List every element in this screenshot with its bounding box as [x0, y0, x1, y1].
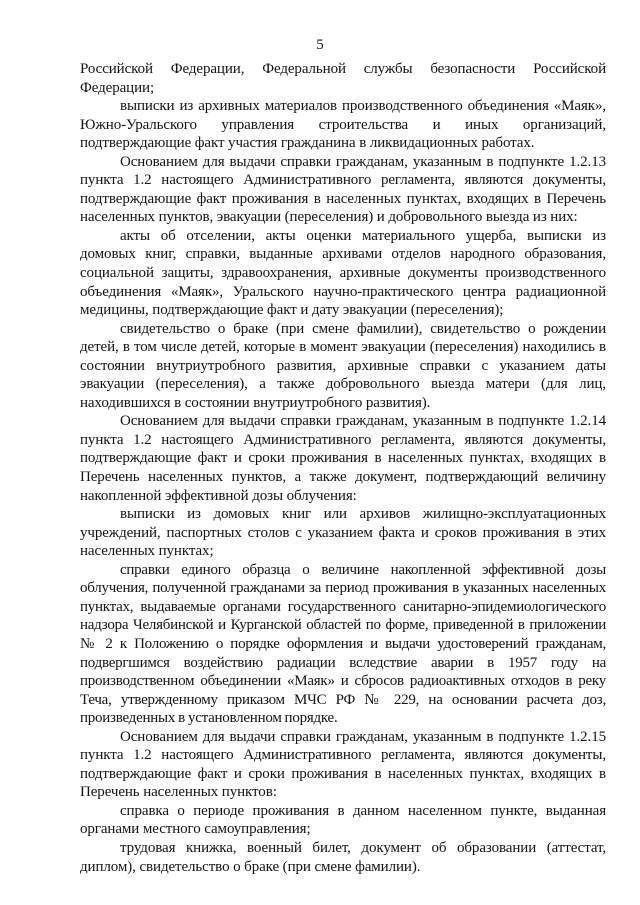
- paragraph-9: Основанием для выдачи справки гражданам, указанным в подпункте 1.2.15 пункта 1.2 настоящего Административного регламента, являются документы, подтверждающие факт и сроки проживания в населенных пунктах, входящих в Перечень населенных пунктов:: [80, 728, 606, 801]
- paragraph-2: выписки из архивных материалов производственного объединения «Маяк», Южно-Уральского управления строительства и иных организаций, подтверждающие факт участия гражданина в ликвидационных работах.: [80, 98, 606, 152]
- paragraph-11: трудовая книжка, военный билет, документ об образовании (аттестат, диплом), свидетельство о браке (при смене фамилии).: [80, 839, 606, 875]
- paragraph-1: Российской Федерации, Федеральной службы безопасности Российской Федерации;: [80, 61, 606, 96]
- page-number: 5: [316, 37, 324, 53]
- paragraph-8: справки единого образца о величине накопленной эффективной дозы облучения, полученной гражданами за период проживания в указанных населенных пунктах, выдаваемые органами государственного санитарно-эпидемиологического надзора Челябинской и Курганской областей по форме, приведенной в приложении № 2 к Положению о порядке оформления и выдачи удостоверений гражданам, подвергшимся воздействию радиации вследствие аварии в 1957 году на производственном объединении «Маяк» и сбросов радиоактивных отходов в реку Теча, утвержденному приказом МЧС РФ № 229, на основании расчета доз, произведенных в установленном порядке.: [80, 561, 606, 727]
- paragraph-4: акты об отселении, акты оценки материального ущерба, выписки из домовых книг, справки, выданные архивами отделов народного образования, социальной защиты, здравоохранения, архивные документы производственного объединения «Маяк», Уральского научно-практического центра радиационной медицины, подтверждающие факт и дату эвакуации (переселения);: [80, 227, 606, 319]
- document-body: [80, 60, 606, 876]
- paragraph-5: свидетельство о браке (при смене фамилии), свидетельство о рождении детей, в том числе детей, которые в момент эвакуации (переселения) находились в состоянии внутриутробного развития, архивные справки с указанием даты эвакуации (переселения), а также добровольного выезда матери (для лиц, находившихся в состоянии внутриутробного развития).: [80, 320, 606, 411]
- paragraph-3: Основанием для выдачи справки гражданам, указанным в подпункте 1.2.13 пункта 1.2 настоящего Административного регламента, являются документы, подтверждающие факт проживания в населенных пунктах, входящих в Перечень населенных пунктов, эвакуации (переселения) и добровольного выезда из них:: [80, 153, 606, 226]
- paragraph-10: справка о периоде проживания в данном населенном пункте, выданная органами местного самоуправления;: [80, 802, 606, 838]
- paragraph-7: выписки из домовых книг или архивов жилищно-эксплуатационных учреждений, паспортных столов с указанием факта и сроков проживания в этих населенных пунктах;: [80, 506, 606, 560]
- paragraph-6: Основанием для выдачи справки гражданам, указанным в подпункте 1.2.14 пункта 1.2 настоящего Административного регламента, являются документы, подтверждающие факт и сроки проживания в населенных пунктах, входящих в Перечень населенных пунктов, а также документ, подтверждающий величину накопленной эффективной дозы облучения:: [80, 413, 606, 504]
